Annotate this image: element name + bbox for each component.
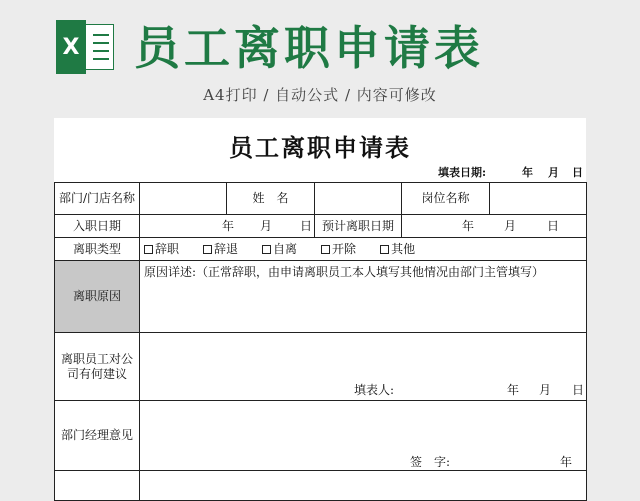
option-resign[interactable]: 辞职	[144, 242, 179, 256]
manager-opinion-label: 部门经理意见	[55, 401, 140, 471]
dept-field[interactable]	[140, 183, 227, 215]
fill-date-day: 日	[572, 166, 583, 179]
banner-subtitle: A4打印 / 自动公式 / 内容可修改	[203, 86, 437, 104]
name-label: 姓 名	[227, 183, 315, 215]
planned-leave-date-label: 预计离职日期	[315, 215, 402, 238]
post-field[interactable]	[490, 183, 587, 215]
leave-reason-field[interactable]	[140, 261, 587, 333]
excel-icon: X	[56, 20, 114, 74]
option-expel[interactable]: 开除	[321, 242, 356, 256]
dept-label: 部门/门店名称	[55, 183, 140, 215]
name-field[interactable]	[315, 183, 402, 215]
manager-opinion-field[interactable]: 签 字: 年	[140, 401, 587, 471]
fill-date-year: 年	[522, 166, 533, 179]
checkbox-other[interactable]	[380, 245, 389, 254]
post-label: 岗位名称	[402, 183, 490, 215]
reason-detail-text: 原因详述:（正常辞职，由申请离职员工本人填写其他情况由部门主管填写）	[144, 265, 545, 279]
checkbox-expel[interactable]	[321, 245, 330, 254]
planned-leave-date-field[interactable]: 年 月 日	[402, 215, 587, 238]
option-self-leave[interactable]: 自离	[262, 242, 297, 256]
leave-application-table	[54, 182, 587, 501]
checkbox-self-leave[interactable]	[262, 245, 271, 254]
banner	[0, 0, 640, 116]
option-other[interactable]: 其他	[380, 242, 415, 256]
entry-date-field[interactable]: 年 月 日	[140, 215, 315, 238]
entry-date-label: 入职日期	[55, 215, 140, 238]
banner-title: 员工离职申请表	[134, 21, 484, 75]
leave-type-label: 离职类型	[55, 238, 140, 261]
filler-label: 填表人:	[354, 383, 395, 397]
suggestion-label: 离职员工对公司有何建议	[55, 333, 140, 401]
checkbox-dismiss[interactable]	[203, 245, 212, 254]
fill-date-month: 月	[548, 166, 559, 179]
fill-date-label: 填表日期:	[438, 166, 487, 179]
checkbox-resign[interactable]	[144, 245, 153, 254]
suggestion-field[interactable]: 填表人: 年 月 日	[140, 333, 587, 401]
option-dismiss[interactable]: 辞退	[203, 242, 238, 256]
next-row-field[interactable]	[140, 471, 587, 501]
sign-label: 签 字:	[410, 455, 451, 469]
leave-reason-label: 离职原因	[55, 261, 140, 333]
form-sheet	[54, 118, 586, 500]
leave-type-options	[140, 238, 587, 261]
form-title: 员工离职申请表	[229, 133, 411, 162]
next-row-label	[55, 471, 140, 501]
